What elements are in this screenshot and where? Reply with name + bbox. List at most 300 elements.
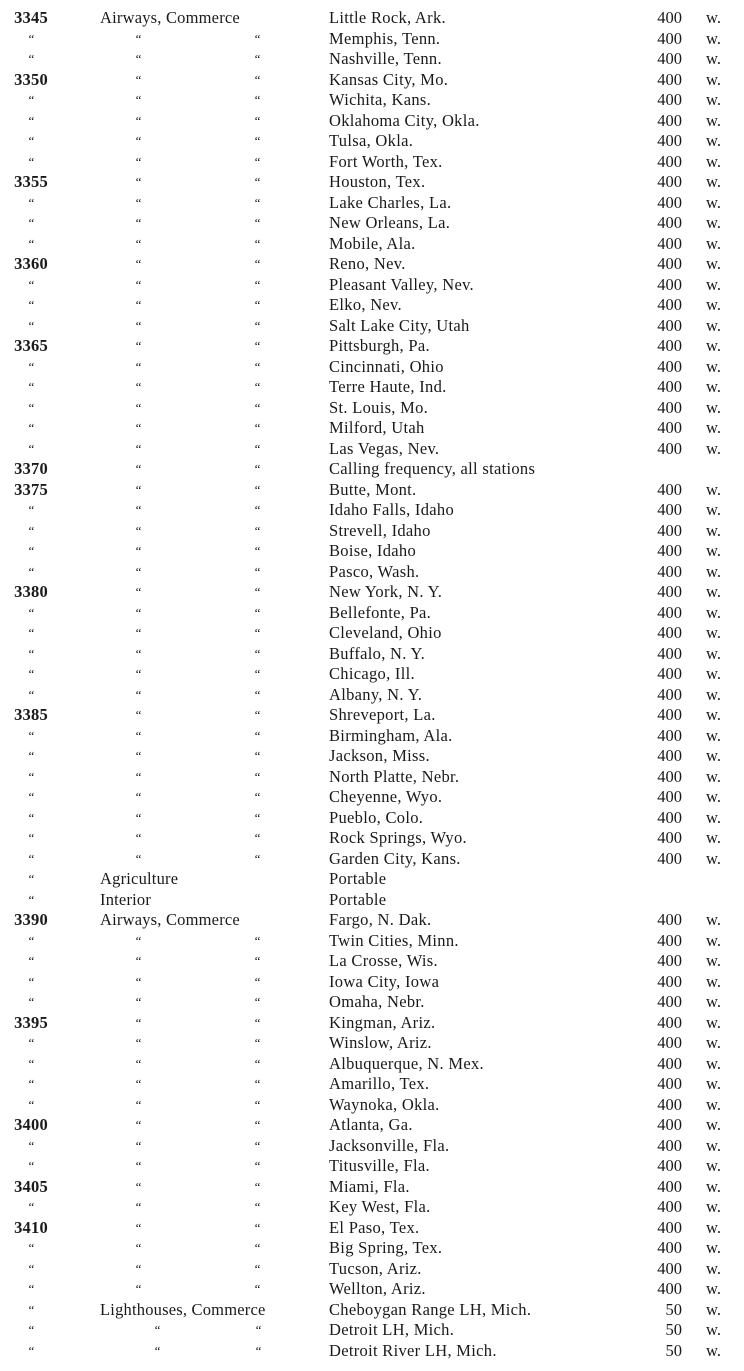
power-cell: 400 — [657, 274, 682, 294]
table-row — [0, 1259, 744, 1280]
power-cell: 400 — [657, 1238, 682, 1257]
frequency-cell: “ — [27, 153, 35, 169]
service-ditto-mark: “ — [253, 30, 261, 46]
table-row — [0, 1054, 744, 1075]
table-row — [0, 685, 744, 706]
service-ditto-mark: “ — [134, 440, 142, 456]
power-cell: 400 — [657, 500, 682, 519]
power-unit-cell: w. — [706, 643, 721, 663]
location-cell: Mobile, Ala. — [329, 233, 416, 253]
power-cell: 50 — [665, 1299, 682, 1319]
service-ditto-mark: “ — [253, 522, 261, 538]
power-unit-cell: w. — [706, 848, 721, 868]
service-cell: Airways, Commerce — [100, 8, 240, 27]
location-cell: Pleasant Valley, Nev. — [329, 274, 474, 294]
service-ditto-mark: “ — [134, 1240, 142, 1255]
service-ditto-mark: “ — [253, 174, 261, 189]
location-cell: Kingman, Ariz. — [329, 1012, 436, 1032]
table-row — [0, 992, 744, 1013]
frequency-cell: “ — [27, 973, 35, 989]
service-ditto-mark: “ — [134, 748, 142, 763]
service-ditto-mark: “ — [253, 768, 261, 784]
power-cell: 400 — [657, 356, 682, 376]
service-ditto-mark: “ — [253, 789, 261, 804]
power-unit-cell: w. — [706, 315, 721, 335]
power-unit-cell: w. — [706, 1340, 721, 1360]
service-ditto-mark: “ — [134, 481, 142, 497]
frequency-cell: 3365 — [14, 336, 48, 355]
power-unit-cell: w. — [706, 1094, 721, 1114]
power-cell: 400 — [657, 315, 682, 335]
power-cell: 400 — [657, 1115, 682, 1134]
power-unit-cell: w. — [706, 1279, 721, 1298]
service-ditto-mark: “ — [253, 932, 261, 948]
service-ditto-mark: “ — [253, 1158, 261, 1173]
service-ditto-mark: “ — [134, 502, 142, 517]
service-ditto-mark: “ — [134, 215, 142, 230]
service-ditto-mark: “ — [134, 1260, 142, 1276]
power-unit-cell: w. — [706, 274, 721, 294]
location-cell: Pueblo, Colo. — [329, 807, 424, 827]
location-cell: Reno, Nev. — [329, 254, 406, 273]
service-ditto-mark: “ — [253, 748, 261, 763]
table-row — [0, 767, 744, 788]
location-cell: St. Louis, Mo. — [329, 397, 429, 417]
location-cell: Elko, Nev. — [329, 295, 402, 314]
service-ditto-mark: “ — [134, 584, 142, 599]
power-cell: 400 — [657, 336, 682, 355]
frequency-cell: “ — [27, 543, 35, 558]
service-ditto-mark: “ — [253, 1055, 261, 1071]
power-cell: 400 — [657, 213, 682, 232]
service-ditto-mark: “ — [134, 1281, 142, 1296]
table-row — [0, 439, 744, 460]
frequency-cell: “ — [27, 604, 35, 620]
table-row — [0, 1218, 744, 1239]
location-cell: Miami, Fla. — [329, 1176, 410, 1196]
power-cell: 400 — [657, 930, 682, 950]
service-ditto-mark: “ — [134, 994, 142, 1009]
power-unit-cell: w. — [706, 705, 721, 724]
power-cell: 400 — [657, 69, 682, 89]
power-unit-cell: w. — [706, 336, 721, 355]
service-ditto-mark: “ — [253, 1178, 261, 1194]
location-cell: Shreveport, La. — [329, 705, 436, 724]
location-cell: Cleveland, Ohio — [329, 623, 442, 642]
table-row — [0, 1136, 744, 1157]
service-ditto-mark: “ — [253, 358, 261, 374]
service-ditto-mark: “ — [134, 235, 142, 251]
power-cell: 400 — [657, 746, 682, 765]
service-ditto-mark: “ — [134, 707, 142, 722]
table-row — [0, 910, 744, 931]
table-row — [0, 664, 744, 685]
table-row — [0, 377, 744, 398]
power-unit-cell: w. — [706, 131, 721, 150]
service-ditto-mark: “ — [134, 1199, 142, 1214]
power-cell: 400 — [657, 49, 682, 68]
frequency-cell: “ — [27, 317, 35, 333]
service-ditto-mark: “ — [253, 1076, 261, 1091]
power-unit-cell: w. — [706, 90, 721, 109]
location-cell: Strevell, Idaho — [329, 520, 431, 540]
service-ditto-mark: “ — [253, 1137, 261, 1153]
service-ditto-mark: “ — [134, 30, 142, 46]
table-row — [0, 951, 744, 972]
power-cell: 400 — [657, 705, 682, 724]
table-row — [0, 808, 744, 829]
power-unit-cell: w. — [706, 787, 721, 806]
table-row — [0, 1279, 744, 1300]
service-ditto-mark: “ — [134, 625, 142, 640]
location-cell: Detroit LH, Mich. — [329, 1320, 455, 1339]
table-row — [0, 111, 744, 132]
frequency-cell: “ — [27, 625, 35, 640]
location-cell: Fort Worth, Tex. — [329, 151, 443, 171]
table-row — [0, 1300, 744, 1321]
frequency-cell: 3380 — [14, 582, 48, 601]
table-row — [0, 152, 744, 173]
location-cell: Idaho Falls, Idaho — [329, 500, 455, 519]
location-cell: Little Rock, Ark. — [329, 8, 446, 27]
frequency-cell: “ — [27, 994, 35, 1009]
table-row — [0, 1013, 744, 1034]
power-cell: 400 — [657, 131, 682, 150]
service-ditto-mark: “ — [134, 174, 142, 189]
service-ditto-mark: “ — [253, 153, 261, 169]
service-ditto-mark: “ — [153, 1322, 161, 1337]
location-cell: Tulsa, Okla. — [329, 131, 414, 150]
frequency-cell: “ — [27, 440, 35, 456]
power-cell: 400 — [657, 828, 682, 847]
location-cell: Winslow, Ariz. — [329, 1033, 432, 1052]
frequency-cell: “ — [27, 522, 35, 538]
power-cell: 400 — [657, 1135, 682, 1155]
table-row — [0, 541, 744, 562]
service-ditto-mark: “ — [253, 563, 261, 579]
service-ditto-mark: “ — [134, 297, 142, 312]
frequency-cell: “ — [27, 1260, 35, 1276]
location-cell: Calling frequency, all stations — [329, 459, 536, 478]
table-row — [0, 1074, 744, 1095]
location-cell: Waynoka, Okla. — [329, 1094, 440, 1114]
location-cell: Iowa City, Iowa — [329, 971, 440, 991]
service-ditto-mark: “ — [253, 1281, 261, 1296]
table-row — [0, 521, 744, 542]
service-ditto-mark: “ — [134, 338, 142, 353]
frequency-cell: “ — [27, 1281, 35, 1296]
location-cell: Chicago, Ill. — [329, 664, 415, 683]
frequency-cell: “ — [27, 215, 35, 230]
power-unit-cell: w. — [706, 725, 721, 745]
service-ditto-mark: “ — [253, 830, 261, 845]
power-unit-cell: w. — [706, 213, 721, 232]
location-cell: New York, N. Y. — [329, 582, 443, 601]
service-ditto-mark: “ — [134, 51, 142, 66]
frequency-cell: “ — [27, 51, 35, 66]
power-unit-cell: w. — [706, 418, 721, 437]
table-row — [0, 644, 744, 665]
service-ditto-mark: “ — [134, 1055, 142, 1071]
frequency-cell: “ — [27, 1301, 35, 1317]
location-cell: Birmingham, Ala. — [329, 725, 453, 745]
service-ditto-mark: “ — [134, 1178, 142, 1194]
service-ditto-mark: “ — [134, 850, 142, 866]
power-cell: 400 — [657, 582, 682, 601]
power-unit-cell: w. — [706, 951, 721, 970]
location-cell: Las Vegas, Nev. — [329, 438, 440, 458]
table-row — [0, 275, 744, 296]
service-ditto-mark: “ — [134, 379, 142, 394]
service-ditto-mark: “ — [134, 973, 142, 989]
service-ditto-mark: “ — [253, 727, 261, 743]
service-ditto-mark: “ — [254, 1342, 262, 1358]
service-ditto-mark: “ — [134, 1096, 142, 1112]
service-ditto-mark: “ — [134, 522, 142, 538]
service-ditto-mark: “ — [134, 953, 142, 968]
service-ditto-mark: “ — [253, 1035, 261, 1050]
service-ditto-mark: “ — [134, 276, 142, 292]
service-ditto-mark: “ — [134, 789, 142, 804]
location-cell: El Paso, Tex. — [329, 1217, 420, 1237]
frequency-cell: “ — [27, 1035, 35, 1050]
service-ditto-mark: “ — [134, 92, 142, 107]
table-row — [0, 49, 744, 70]
power-cell: 400 — [657, 992, 682, 1011]
power-unit-cell: w. — [706, 1033, 721, 1052]
location-cell: Cheboygan Range LH, Mich. — [329, 1299, 532, 1319]
power-unit-cell: w. — [706, 1012, 721, 1032]
frequency-cell: “ — [27, 133, 35, 148]
location-cell: Nashville, Tenn. — [329, 49, 442, 68]
power-cell: 400 — [657, 90, 682, 109]
power-unit-cell: w. — [706, 1258, 721, 1278]
service-ditto-mark: “ — [253, 666, 261, 681]
service-ditto-mark: “ — [253, 338, 261, 353]
power-unit-cell: w. — [706, 1115, 721, 1134]
power-cell: 400 — [657, 664, 682, 683]
table-row — [0, 562, 744, 583]
service-ditto-mark: “ — [253, 809, 261, 825]
table-row — [0, 459, 744, 480]
frequency-cell: “ — [27, 809, 35, 825]
power-cell: 400 — [657, 172, 682, 191]
frequency-cell: “ — [27, 1158, 35, 1173]
table-row — [0, 1033, 744, 1054]
power-cell: 400 — [657, 520, 682, 540]
table-row — [0, 1156, 744, 1177]
frequency-cell: “ — [27, 379, 35, 394]
service-ditto-mark: “ — [253, 850, 261, 866]
service-ditto-mark: “ — [253, 461, 261, 476]
power-unit-cell: w. — [706, 49, 721, 68]
power-cell: 400 — [657, 1197, 682, 1216]
frequency-cell: “ — [27, 830, 35, 845]
table-row — [0, 500, 744, 521]
frequency-cell: 3370 — [14, 459, 48, 478]
location-cell: Houston, Tex. — [329, 172, 426, 191]
power-unit-cell: w. — [706, 192, 721, 212]
location-cell: Milford, Utah — [329, 418, 425, 437]
power-cell: 400 — [657, 28, 682, 48]
power-cell: 400 — [657, 110, 682, 130]
location-cell: Terre Haute, Ind. — [329, 377, 447, 396]
frequency-cell: “ — [27, 30, 35, 46]
table-row — [0, 172, 744, 193]
power-cell: 400 — [657, 848, 682, 868]
frequency-cell: “ — [27, 727, 35, 743]
power-cell: 400 — [657, 8, 682, 27]
table-row — [0, 234, 744, 255]
frequency-cell: 3375 — [14, 479, 48, 499]
service-ditto-mark: “ — [253, 399, 261, 415]
service-ditto-mark: “ — [253, 1096, 261, 1112]
location-cell: Cheyenne, Wyo. — [329, 787, 443, 806]
power-unit-cell: w. — [706, 438, 721, 458]
power-cell: 400 — [657, 787, 682, 806]
service-ditto-mark: “ — [253, 276, 261, 292]
power-cell: 400 — [657, 1217, 682, 1237]
frequency-cell: 3405 — [14, 1176, 48, 1196]
power-unit-cell: w. — [706, 1197, 721, 1216]
table-row — [0, 1341, 744, 1362]
service-ditto-mark: “ — [134, 932, 142, 948]
service-ditto-mark: “ — [253, 543, 261, 558]
power-unit-cell: w. — [706, 151, 721, 171]
power-cell: 400 — [657, 910, 682, 929]
frequency-listing — [0, 8, 744, 1361]
power-cell: 400 — [657, 1094, 682, 1114]
frequency-cell: “ — [27, 1342, 35, 1358]
service-cell: Agriculture — [100, 869, 179, 888]
power-unit-cell: w. — [706, 479, 721, 499]
frequency-cell: 3395 — [14, 1012, 48, 1032]
power-unit-cell: w. — [706, 8, 721, 27]
service-ditto-mark: “ — [253, 707, 261, 722]
table-row — [0, 849, 744, 870]
location-cell: Titusville, Fla. — [329, 1156, 430, 1175]
power-unit-cell: w. — [706, 254, 721, 273]
power-cell: 400 — [657, 1156, 682, 1175]
service-ditto-mark: “ — [134, 543, 142, 558]
power-cell: 400 — [657, 438, 682, 458]
power-unit-cell: w. — [706, 992, 721, 1011]
service-ditto-mark: “ — [253, 973, 261, 989]
power-unit-cell: w. — [706, 807, 721, 827]
service-ditto-mark: “ — [253, 92, 261, 107]
table-row — [0, 972, 744, 993]
table-row — [0, 746, 744, 767]
location-cell: Albany, N. Y. — [329, 684, 423, 704]
service-ditto-mark: “ — [253, 51, 261, 66]
power-unit-cell: w. — [706, 377, 721, 396]
power-unit-cell: w. — [706, 1217, 721, 1237]
table-row — [0, 398, 744, 419]
frequency-cell: “ — [27, 1055, 35, 1071]
frequency-cell: “ — [27, 1199, 35, 1214]
service-ditto-mark: “ — [253, 1240, 261, 1255]
table-row — [0, 1095, 744, 1116]
power-cell: 400 — [657, 377, 682, 396]
service-ditto-mark: “ — [134, 420, 142, 435]
table-row — [0, 8, 744, 29]
location-cell: Omaha, Nebr. — [329, 992, 425, 1011]
location-cell: Kansas City, Mo. — [329, 69, 449, 89]
frequency-cell: “ — [27, 768, 35, 784]
table-row — [0, 869, 744, 890]
location-cell: Albuquerque, N. Mex. — [329, 1053, 484, 1073]
service-ditto-mark: “ — [134, 686, 142, 702]
service-ditto-mark: “ — [134, 1014, 142, 1030]
service-ditto-mark: “ — [253, 235, 261, 251]
table-row — [0, 336, 744, 357]
service-ditto-mark: “ — [134, 1035, 142, 1050]
power-cell: 400 — [657, 623, 682, 642]
service-ditto-mark: “ — [134, 133, 142, 148]
frequency-cell: 3410 — [14, 1217, 48, 1237]
service-ditto-mark: “ — [253, 481, 261, 497]
table-row — [0, 90, 744, 111]
service-cell: Airways, Commerce — [100, 910, 240, 929]
table-row — [0, 316, 744, 337]
service-ditto-mark: “ — [134, 1137, 142, 1153]
power-unit-cell: w. — [706, 930, 721, 950]
power-cell: 400 — [657, 233, 682, 253]
service-ditto-mark: “ — [253, 1260, 261, 1276]
service-ditto-mark: “ — [134, 358, 142, 374]
power-unit-cell: w. — [706, 971, 721, 991]
power-cell: 400 — [657, 561, 682, 581]
power-cell: 400 — [657, 1279, 682, 1298]
service-ditto-mark: “ — [253, 1014, 261, 1030]
table-row — [0, 193, 744, 214]
power-unit-cell: w. — [706, 172, 721, 191]
power-cell: 400 — [657, 1258, 682, 1278]
power-unit-cell: w. — [706, 684, 721, 704]
service-ditto-mark: “ — [253, 297, 261, 312]
power-cell: 50 — [665, 1320, 682, 1339]
frequency-cell: “ — [27, 420, 35, 435]
power-unit-cell: w. — [706, 1156, 721, 1175]
power-unit-cell: w. — [706, 28, 721, 48]
service-ditto-mark: “ — [134, 112, 142, 128]
location-cell: Memphis, Tenn. — [329, 28, 441, 48]
power-unit-cell: w. — [706, 766, 721, 786]
service-ditto-mark: “ — [253, 1219, 261, 1235]
service-ditto-mark: “ — [253, 645, 261, 661]
service-ditto-mark: “ — [134, 604, 142, 620]
power-cell: 400 — [657, 1074, 682, 1093]
frequency-cell: “ — [27, 645, 35, 661]
frequency-cell: “ — [27, 953, 35, 968]
service-ditto-mark: “ — [134, 727, 142, 743]
frequency-cell: 3390 — [14, 910, 48, 929]
service-ditto-mark: “ — [253, 256, 261, 271]
location-cell: New Orleans, La. — [329, 213, 451, 232]
table-row — [0, 1320, 744, 1341]
service-ditto-mark: “ — [253, 112, 261, 128]
location-cell: Fargo, N. Dak. — [329, 910, 432, 929]
service-ditto-mark: “ — [134, 194, 142, 210]
service-ditto-mark: “ — [253, 604, 261, 620]
table-row — [0, 890, 744, 911]
location-cell: Portable — [329, 869, 387, 888]
service-ditto-mark: “ — [253, 502, 261, 517]
power-cell: 50 — [665, 1340, 682, 1360]
table-row — [0, 1197, 744, 1218]
frequency-cell: 3355 — [14, 172, 48, 191]
service-ditto-mark: “ — [134, 399, 142, 415]
